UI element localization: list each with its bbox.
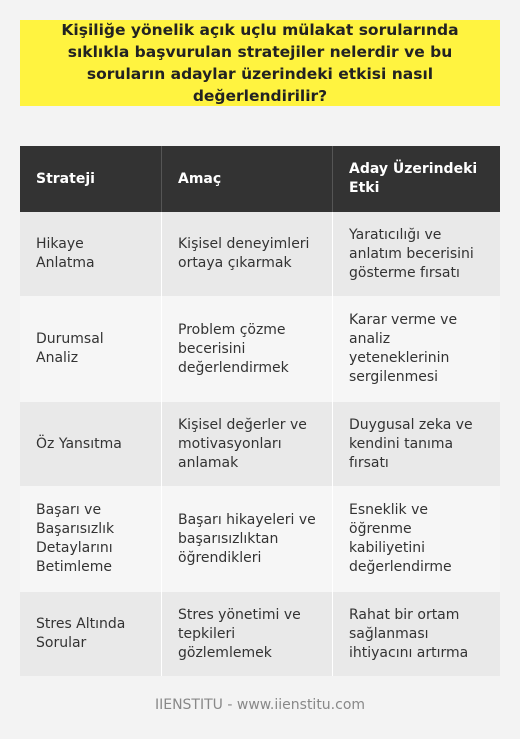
table-row	[20, 296, 500, 402]
cell-amac: Stres yönetimi ve tepkileri gözlemlemek	[161, 592, 332, 676]
cell-strateji: Hikaye Anlatma	[36, 236, 95, 271]
header-etki: Aday Üzerindeki Etki	[332, 146, 500, 212]
cell-etki: Yaratıcılığı ve anlatım becerisini gösterme fırsatı	[332, 212, 500, 296]
cell-strateji: Öz Yansıtma	[36, 435, 122, 452]
cell-strateji: Stres Altında Sorular	[36, 616, 126, 651]
table-row	[20, 486, 500, 592]
footer-credit: IIENSTITU - www.iienstitu.com	[154, 697, 366, 713]
cell-etki: Esneklik ve öğrenme kabiliyetini değerlendirme	[332, 486, 500, 592]
cell-amac: Kişisel değerler ve motivasyonları anlamak	[161, 402, 332, 486]
cell-amac: Problem çözme becerisini değerlendirmek	[161, 296, 332, 402]
header-amac: Amaç	[161, 146, 332, 212]
table-header-row	[20, 146, 500, 212]
question-text: Kişiliğe yönelik açık uçlu mülakat sorularında sıklıkla başvurulan stratejiler nelerdir ve bu soruların adaylar üzerindeki etkisi nasıl değerlendirilir?	[61, 21, 459, 105]
table-row	[20, 402, 500, 486]
table-row	[20, 212, 500, 296]
cell-amac: Kişisel deneyimleri ortaya çıkarmak	[161, 212, 332, 296]
cell-strateji: Başarı ve Başarısızlık Detaylarını Betimleme	[36, 502, 115, 575]
strategy-table	[20, 146, 500, 676]
question-banner	[20, 20, 500, 106]
cell-strateji: Durumsal Analiz	[36, 331, 104, 366]
cell-etki: Duygusal zeka ve kendini tanıma fırsatı	[332, 402, 500, 486]
cell-etki: Karar verme ve analiz yeteneklerinin sergilenmesi	[332, 296, 500, 402]
header-strateji: Strateji	[36, 170, 95, 187]
cell-amac: Başarı hikayeleri ve başarısızlıktan öğrendikleri	[161, 486, 332, 592]
table-row	[20, 592, 500, 676]
cell-etki: Rahat bir ortam sağlanması ihtiyacını artırma	[332, 592, 500, 676]
